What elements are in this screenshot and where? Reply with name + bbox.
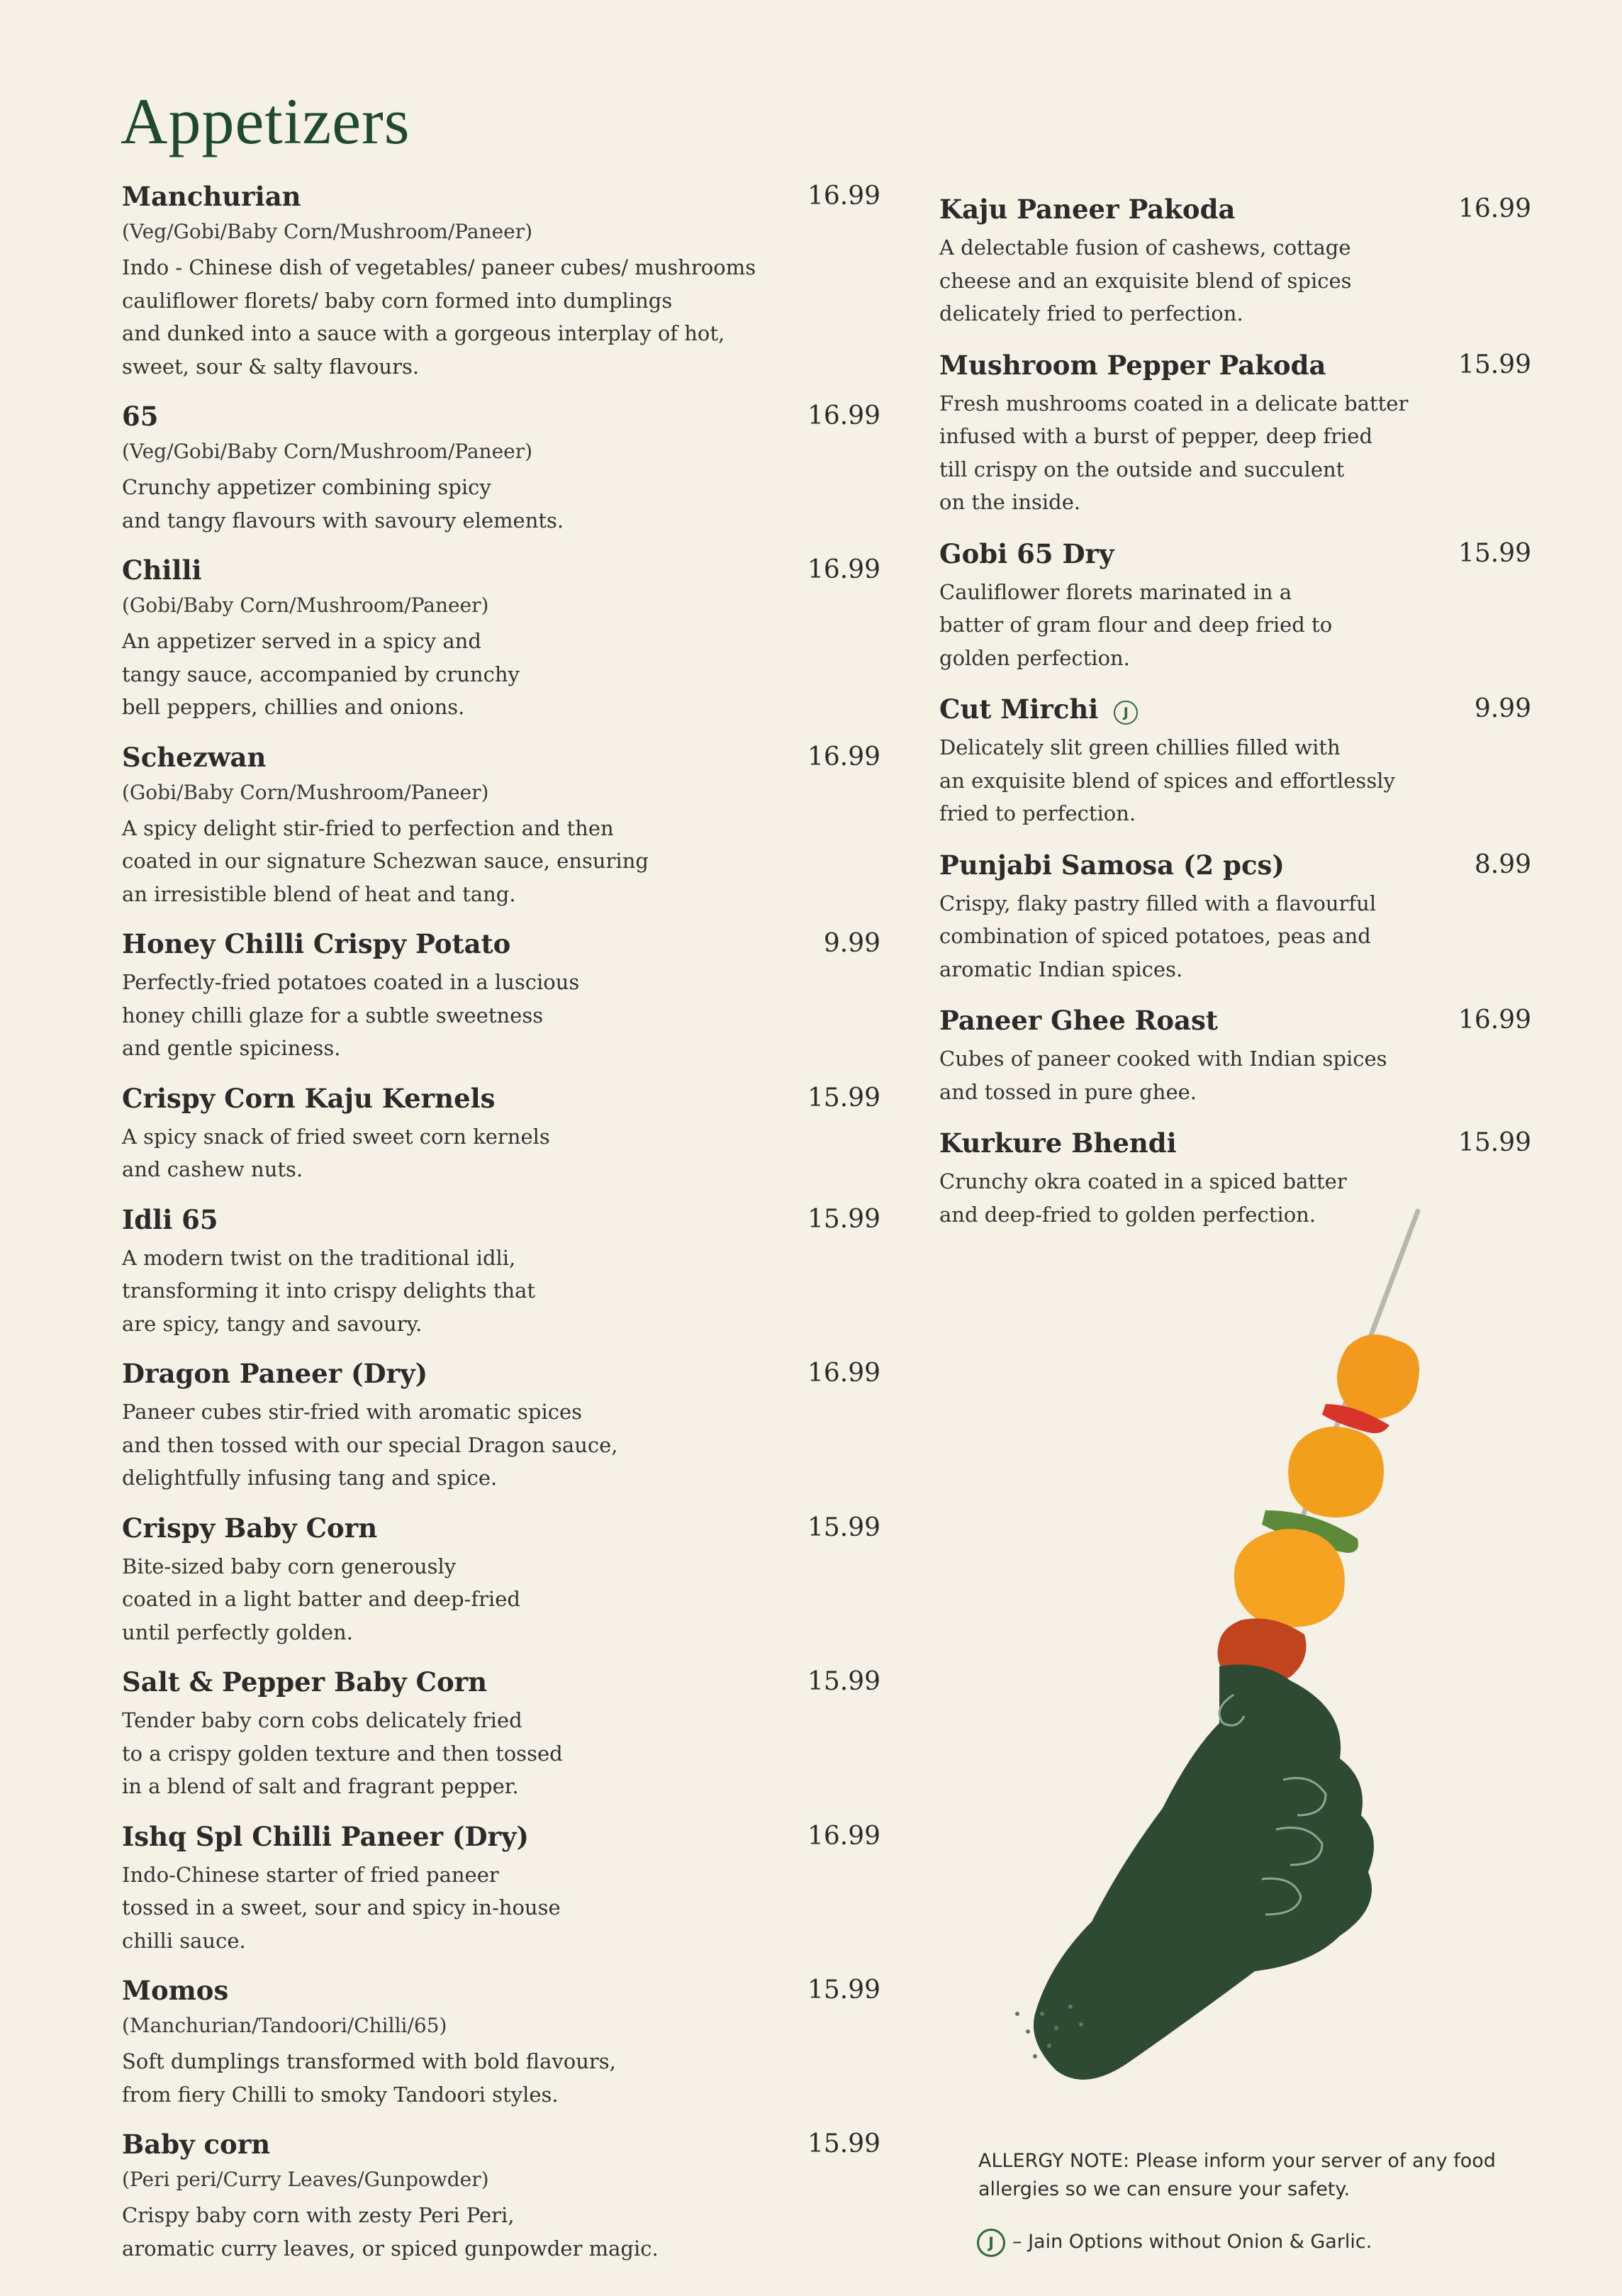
menu-item-name: Cut Mirchi (939, 693, 1099, 725)
menu-item-description-line: on the inside. (939, 490, 1081, 514)
menu-item-description-line: Indo - Chinese dish of vegetables/ paneer cubes/ mushrooms (122, 255, 756, 279)
menu-item-description-line: Indo-Chinese starter of fried paneer (122, 1862, 499, 1887)
allergy-note-line: allergies so we can ensure your safety. (978, 2178, 1350, 2200)
menu-item-description-line: batter of gram flour and deep fried to (939, 613, 1333, 637)
menu-item-description-line: sweet, sour & salty flavours. (122, 354, 420, 379)
menu-item-description-line: Delicately slit green chillies filled with (939, 735, 1341, 759)
menu-item-name: Kurkure Bhendi (939, 1127, 1177, 1159)
menu-item-description (122, 251, 880, 383)
menu-item-name: Paneer Ghee Roast (939, 1005, 1218, 1036)
menu-item-name: Crispy Baby Corn (122, 1512, 378, 1544)
menu-item-name: Gobi 65 Dry (939, 537, 1114, 569)
menu-item-description-line: delicately fried to perfection. (939, 301, 1243, 325)
menu-item (122, 2125, 880, 2265)
menu-item (122, 1971, 880, 2111)
menu-item-description (122, 1550, 880, 1649)
menu-item-description-line: Crispy, flaky pastry filled with a flavourful (939, 891, 1377, 915)
menu-item-price: 9.99 (1474, 694, 1531, 723)
menu-item-header (122, 177, 880, 216)
menu-item-price: 15.99 (1458, 350, 1531, 379)
menu-item (939, 190, 1531, 330)
menu-item-name: Chilli (122, 555, 202, 586)
menu-item-description (939, 1042, 1531, 1108)
menu-item-description (122, 2045, 880, 2111)
menu-item-description (122, 1858, 880, 1958)
menu-item-description-line: tangy sauce, accompanied by crunchy (122, 662, 520, 686)
menu-item (939, 346, 1531, 519)
menu-item-header (122, 1817, 880, 1856)
menu-item-description-line: coated in our signature Schezwan sauce, ensuring (122, 849, 649, 873)
menu-item-name: Momos (122, 1975, 229, 2006)
menu-item-description-line: Crunchy appetizer combining spicy (122, 475, 491, 499)
jain-legend (977, 2228, 1372, 2257)
menu-item-price: 15.99 (807, 1975, 880, 2005)
menu-item-price: 15.99 (807, 1204, 880, 1234)
menu-item-name: Salt & Pepper Baby Corn (122, 1666, 488, 1698)
menu-item-name: 65 (122, 401, 159, 432)
menu-item-name: Baby corn (122, 2129, 271, 2160)
menu-item (122, 1817, 880, 1958)
menu-item-description-line: aromatic curry leaves, or spiced gunpowder magic. (122, 2236, 659, 2261)
menu-item-description-line: from fiery Chilli to smoky Tandoori styles. (122, 2082, 559, 2107)
allergy-note (978, 2147, 1531, 2204)
menu-item-description-line: Soft dumplings transformed with bold flavours, (122, 2049, 616, 2073)
skewer-veggie-orange-3 (1234, 1529, 1345, 1627)
menu-item-header (939, 1124, 1531, 1162)
menu-item-description-line: Paneer cubes stir-fried with aromatic spices (122, 1400, 583, 1424)
menu-item-header (122, 1079, 880, 1118)
menu-item-description-line: Tender baby corn cobs delicately fried (122, 1708, 522, 1732)
menu-item-description-line: transforming it into crispy delights that (122, 1278, 536, 1303)
menu-item-price: 15.99 (807, 2129, 880, 2158)
menu-item-price: 16.99 (807, 401, 880, 430)
menu-item-description-line: to a crispy golden texture and then tossed (122, 1741, 563, 1766)
menu-item-header (122, 1354, 880, 1393)
left-menu-column (122, 177, 880, 2279)
menu-item-description-line: an irresistible blend of heat and tang. (122, 881, 516, 906)
menu-item-description-line: cheese and an exquisite blend of spices (939, 268, 1352, 293)
menu-item (122, 1509, 880, 1649)
menu-item-variants: (Manchurian/Tandoori/Chilli/65) (122, 2014, 447, 2037)
menu-item-description-line: A delectable fusion of cashews, cottage (939, 235, 1351, 260)
menu-item-description (122, 812, 880, 911)
menu-item-price: 16.99 (1458, 1005, 1531, 1035)
menu-item-header (122, 397, 880, 435)
menu-item-variants: (Veg/Gobi/Baby Corn/Mushroom/Paneer) (122, 440, 533, 463)
menu-item (122, 551, 880, 724)
menu-item-price: 15.99 (807, 1512, 880, 1542)
menu-item-description (939, 887, 1531, 986)
skewer-veggie-orange-1 (1337, 1334, 1419, 1419)
menu-item-description-line: combination of spiced potatoes, peas and (939, 924, 1371, 948)
menu-item-description-line: an exquisite blend of spices and effortlessly (939, 768, 1395, 793)
menu-item (939, 846, 1531, 986)
menu-item-description-line: and tossed in pure ghee. (939, 1079, 1197, 1104)
menu-item-name: Mushroom Pepper Pakoda (939, 349, 1326, 381)
menu-item-description-line: tossed in a sweet, sour and spicy in-house (122, 1895, 561, 1919)
menu-item-price: 15.99 (1458, 538, 1531, 568)
menu-item-price: 16.99 (807, 555, 880, 584)
menu-item-name: Crispy Corn Kaju Kernels (122, 1082, 496, 1114)
menu-item-description-line: Crunchy okra coated in a spiced batter (939, 1169, 1347, 1193)
menu-item-header (122, 1663, 880, 1701)
menu-item-header (122, 738, 880, 776)
menu-item-description-line: and gentle spiciness. (122, 1036, 341, 1060)
right-menu-column (939, 190, 1531, 1247)
menu-item-description-line: coated in a light batter and deep-fried (122, 1587, 520, 1611)
menu-item-description-line: and then tossed with our special Dragon sauce, (122, 1432, 618, 1457)
menu-item-header (939, 190, 1531, 228)
menu-item-header (939, 1001, 1531, 1040)
menu-item-variants: (Gobi/Baby Corn/Mushroom/Paneer) (122, 593, 489, 617)
menu-item-header (939, 690, 1531, 728)
menu-item-header (122, 2125, 880, 2163)
menu-item-name: Ishq Spl Chilli Paneer (Dry) (122, 1820, 530, 1852)
menu-item-description-line: chilli sauce. (122, 1928, 246, 1953)
menu-item-description-line: Crispy baby corn with zesty Peri Peri, (122, 2203, 515, 2227)
menu-item-description-line: bell peppers, chillies and onions. (122, 695, 465, 719)
menu-item-description-line: are spicy, tangy and savoury. (122, 1311, 423, 1336)
menu-item-description-line: A modern twist on the traditional idli, (122, 1245, 516, 1270)
menu-item (122, 1200, 880, 1341)
menu-item-description-line: Perfectly-fried potatoes coated in a luscious (122, 970, 580, 994)
menu-item (122, 925, 880, 1065)
menu-item-name: Honey Chilli Crispy Potato (122, 928, 511, 959)
menu-item-description (122, 471, 880, 537)
menu-item (122, 1079, 880, 1186)
menu-item-name: Punjabi Samosa (2 pcs) (939, 849, 1285, 881)
menu-item (122, 177, 880, 383)
menu-item-description (122, 2199, 880, 2265)
menu-item-variants: (Peri peri/Curry Leaves/Gunpowder) (122, 2168, 489, 2191)
menu-item-description-line: golden perfection. (939, 645, 1130, 670)
menu-item (122, 1354, 880, 1495)
menu-item-description-line: till crispy on the outside and succulent (939, 457, 1345, 481)
jain-legend-text: – Jain Options without Onion & Garlic. (1012, 2231, 1372, 2253)
menu-item-description-line: and tangy flavours with savoury elements. (122, 508, 564, 533)
menu-item-name: Schezwan (122, 741, 267, 773)
menu-item (939, 690, 1531, 830)
skewer-hand-illustration (950, 1198, 1460, 2120)
menu-item-header (122, 1200, 880, 1239)
menu-item-description (939, 731, 1531, 830)
menu-item-description-line: honey chilli glaze for a subtle sweetness (122, 1003, 544, 1027)
menu-item-description-line: and deep-fried to golden perfection. (939, 1202, 1316, 1227)
menu-item-header (122, 1509, 880, 1547)
menu-item-description-line: and cashew nuts. (122, 1157, 303, 1181)
menu-item-description-line: cauliflower florets/ baby corn formed into dumplings (122, 288, 673, 313)
menu-item-variants: (Veg/Gobi/Baby Corn/Mushroom/Paneer) (122, 220, 533, 243)
menu-item-description (122, 1242, 880, 1341)
menu-item-price: 16.99 (807, 1821, 880, 1851)
menu-item-description (122, 625, 880, 724)
menu-item-description-line: Cubes of paneer cooked with Indian spices (939, 1047, 1387, 1071)
menu-item-description-line: infused with a burst of pepper, deep fried (939, 424, 1373, 448)
menu-item-name: Manchurian (122, 181, 301, 212)
menu-item-description-line: and dunked into a sauce with a gorgeous interplay of hot, (122, 321, 725, 345)
menu-item-description-line: in a blend of salt and fragrant pepper. (122, 1774, 519, 1798)
jain-badge-icon: J (977, 2229, 1005, 2257)
menu-item-description (939, 387, 1531, 519)
menu-item-description (939, 576, 1531, 675)
menu-item-name: Kaju Paneer Pakoda (939, 194, 1236, 225)
menu-item (122, 738, 880, 911)
menu-item-header (122, 1971, 880, 2010)
menu-item-description-line: fried to perfection. (939, 801, 1136, 825)
menu-item-name: Dragon Paneer (Dry) (122, 1358, 428, 1389)
menu-item-description (122, 1395, 880, 1495)
menu-item-description-line: until perfectly golden. (122, 1620, 353, 1644)
menu-item-description-line: Cauliflower florets marinated in a (939, 579, 1292, 604)
menu-item-description (122, 966, 880, 1065)
menu-item (939, 535, 1531, 675)
menu-item (122, 1663, 880, 1803)
jain-badge-icon: J (1114, 701, 1138, 725)
menu-item-price: 16.99 (807, 182, 880, 211)
menu-item-price: 16.99 (807, 1359, 880, 1388)
menu-item-variants: (Gobi/Baby Corn/Mushroom/Paneer) (122, 780, 489, 804)
menu-item-description (122, 1120, 880, 1186)
menu-item-description-line: A spicy snack of fried sweet corn kernels (122, 1124, 550, 1149)
menu-item (939, 1001, 1531, 1108)
menu-item-description-line: A spicy delight stir-fried to perfection and then (122, 815, 614, 840)
menu-item-description-line: An appetizer served in a spicy and (122, 629, 481, 653)
skewer-veggie-orange-2 (1288, 1427, 1384, 1517)
allergy-note-line: ALLERGY NOTE: Please inform your server of any food (978, 2150, 1496, 2172)
menu-item-price: 16.99 (1458, 194, 1531, 223)
menu-item-description-line: Fresh mushrooms coated in a delicate batter (939, 391, 1409, 416)
menu-item-price: 9.99 (823, 929, 880, 958)
menu-item-price: 8.99 (1474, 849, 1531, 879)
menu-item-description-line: delightfully infusing tang and spice. (122, 1466, 498, 1490)
menu-item-header (939, 846, 1531, 884)
hand-shape (1034, 1665, 1374, 2080)
menu-item-description (939, 231, 1531, 330)
menu-item-price: 15.99 (1458, 1128, 1531, 1157)
menu-item (122, 397, 880, 537)
menu-item-header (939, 535, 1531, 573)
menu-item-description-line: Bite-sized baby corn generously (122, 1554, 457, 1578)
menu-item-header (122, 551, 880, 589)
menu-item-price: 15.99 (807, 1083, 880, 1113)
menu-item-header (122, 925, 880, 963)
menu-item-description-line: aromatic Indian spices. (939, 957, 1183, 981)
menu-item-name: Idli 65 (122, 1203, 218, 1235)
page-title: Appetizers (121, 85, 410, 157)
menu-item-price: 16.99 (807, 742, 880, 771)
menu-item-price: 15.99 (807, 1667, 880, 1696)
menu-item-description (122, 1704, 880, 1803)
menu-item-header (939, 346, 1531, 384)
